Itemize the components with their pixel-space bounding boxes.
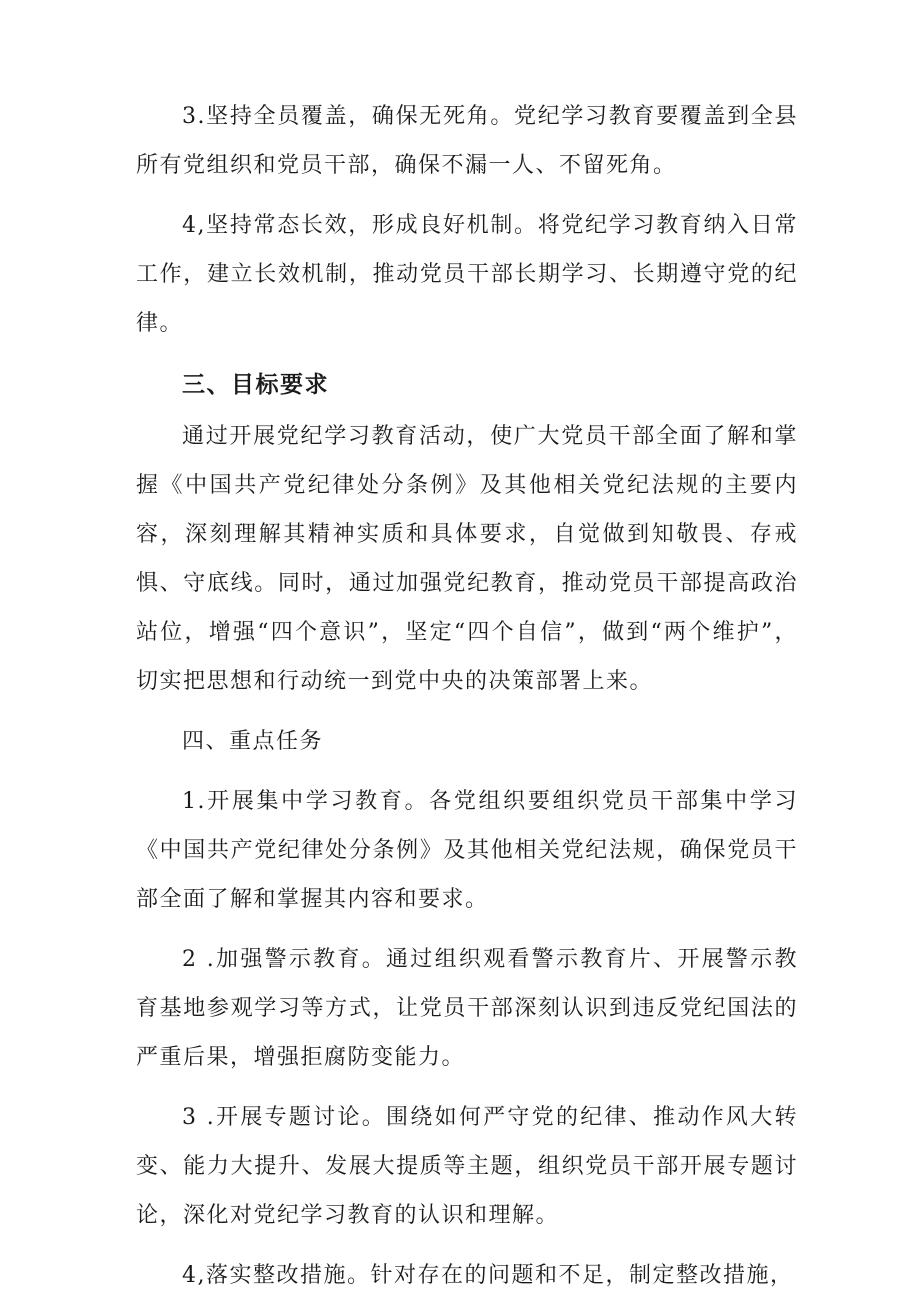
paragraph-principle-3: 3.坚持全员覆盖，确保无死角。党纪学习教育要覆盖到全县所有党组织和党员干部，确保不漏一人、不留死角。 [136,104,798,178]
document-page [136,92,798,1300]
paragraph-task-1: 1.开展集中学习教育。各党组织要组织党员干部集中学习《中国共产党纪律处分条例》及其他相关党纪法规，确保党员干部全面了解和掌握其内容和要求。 [136,789,798,912]
section-heading-tasks: 四、重点任务 [182,729,324,754]
paragraph-task-2: 2 .加强警示教育。通过组织观看警示教育片、开展警示教育基地参观学习等方式，让党员干部深刻认识到违反党纪国法的严重后果，增强拒腐防变能力。 [136,947,798,1070]
paragraph-principle-4: 4,坚持常态长效，形成良好机制。将党纪学习教育纳入日常工作，建立长效机制，推动党员干部长期学习、长期遵守党的纪律。 [136,213,798,336]
section-heading-goals: 三、目标要求 [182,372,329,398]
paragraph-task-4: 4,落实整改措施。针对存在的问题和不足，制定整改措施， [182,1263,794,1288]
paragraph-goals: 通过开展党纪学习教育活动，使广大党员干部全面了解和掌握《中国共产党纪律处分条例》及其他相关党纪法规的主要内容，深刻理解其精神实质和具体要求，自觉做到知敬畏、存戒惧、守底线。同时，通过加强党纪教育，推动党员干部提高政治站位，增强“四个意识”，坚定“四个自信”，做到“两个维护”，切实把思想和行动统一到党中央的决策部署上来。 [136,424,798,694]
paragraph-task-3: 3 .开展专题讨论。围绕如何严守党的纪律、推动作风大转变、能力大提升、发展大提质等主题，组织党员干部开展专题讨论，深化对党纪学习教育的认识和理解。 [136,1105,798,1228]
